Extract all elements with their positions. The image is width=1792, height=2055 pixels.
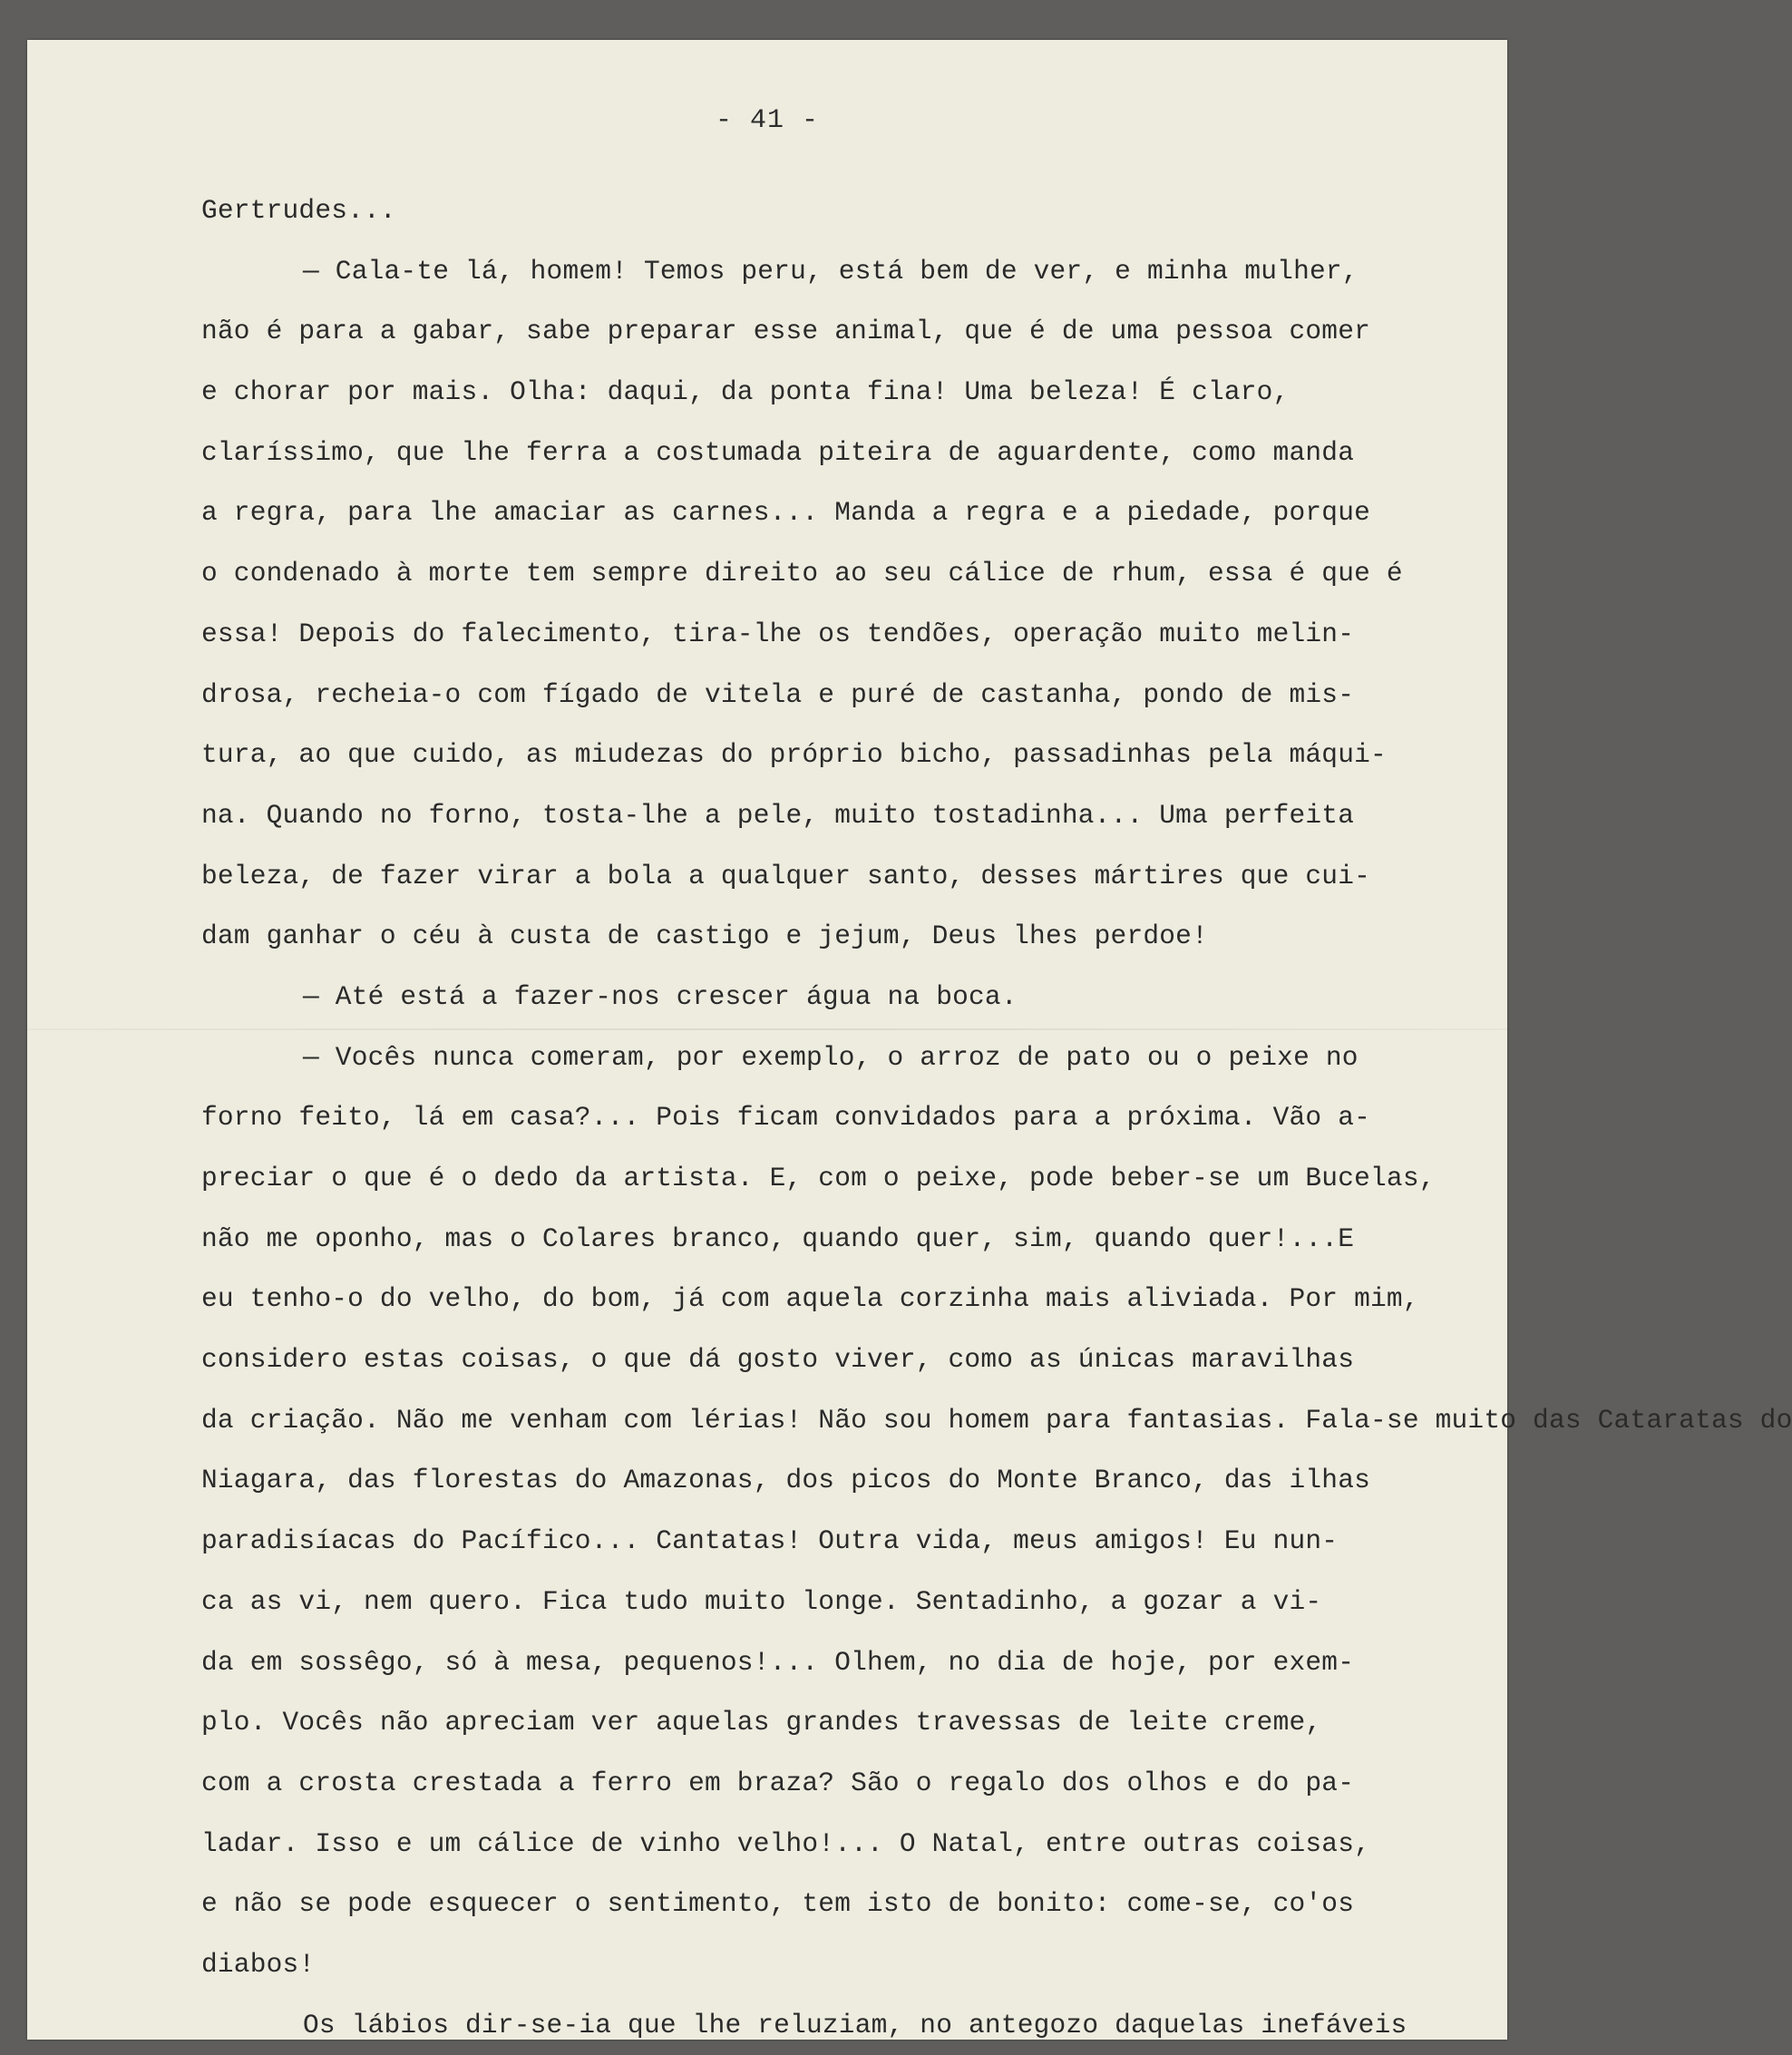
text-line: forno feito, lá em casa?... Pois ficam convidados para a próxima. Vão a- <box>201 1102 1371 1134</box>
text-line: — Até está a fazer-nos crescer água na boca. <box>303 980 1018 1012</box>
text-line: da em sossêgo, só à mesa, pequenos!... Olhem, no dia de hoje, por exem- <box>201 1646 1355 1678</box>
text-line: não me oponho, mas o Colares branco, quando quer, sim, quando quer!...E <box>201 1222 1355 1254</box>
text-line: dam ganhar o céu à custa de castigo e jejum, Deus lhes perdoe! <box>201 920 1208 952</box>
text-line: eu tenho-o do velho, do bom, já com aquela corzinha mais aliviada. Por mim, <box>201 1283 1419 1315</box>
text-line: paradisíacas do Pacífico... Cantatas! Outra vida, meus amigos! Eu nun- <box>201 1525 1339 1557</box>
text-line: — Cala-te lá, homem! Temos peru, está bem de ver, e minha mulher, <box>303 255 1359 287</box>
text-line: ca as vi, nem quero. Fica tudo muito longe. Sentadinho, a gozar a vi- <box>201 1585 1322 1617</box>
text-line: considero estas coisas, o que dá gosto viver, como as únicas maravilhas <box>201 1344 1355 1376</box>
body-text <box>201 180 1792 2055</box>
text-line: Gertrudes... <box>201 195 396 226</box>
text-line: da criação. Não me venham com lérias! Não sou homem para fantasias. Fala-se muito das Cataratas do <box>201 1404 1792 1436</box>
page-number: - 41 - <box>715 105 820 136</box>
text-line: Niagara, das florestas do Amazonas, dos picos do Monte Branco, das ilhas <box>201 1465 1371 1496</box>
text-line: na. Quando no forno, tosta-lhe a pele, muito tostadinha... Uma perfeita <box>201 799 1355 831</box>
text-line: Os lábios dir-se-ia que lhe reluziam, no antegozo daquelas inefáveis <box>303 2009 1407 2040</box>
text-line: a regra, para lhe amaciar as carnes... Manda a regra e a piedade, porque <box>201 497 1371 529</box>
text-line: beleza, de fazer virar a bola a qualquer santo, desses mártires que cui- <box>201 860 1371 891</box>
text-line: e chorar por mais. Olha: daqui, da ponta fina! Uma beleza! É claro, <box>201 376 1290 408</box>
text-line: plo. Vocês não apreciam ver aquelas grandes travessas de leite creme, <box>201 1707 1322 1738</box>
typescript-page <box>27 40 1792 2040</box>
text-line: preciar o que é o dedo da artista. E, com o peixe, pode beber-se um Bucelas, <box>201 1163 1436 1193</box>
text-line: com a crosta crestada a ferro em braza? São o regalo dos olhos e do pa- <box>201 1767 1355 1798</box>
text-line: diabos! <box>201 1948 316 1980</box>
text-line: o condenado à morte tem sempre direito ao seu cálice de rhum, essa é que é <box>201 558 1403 589</box>
text-line: claríssimo, que lhe ferra a costumada piteira de aguardente, como manda <box>201 436 1355 468</box>
text-line: ladar. Isso e um cálice de vinho velho!... O Natal, entre outras coisas, <box>201 1827 1371 1859</box>
text-line: tura, ao que cuido, as miudezas do próprio bicho, passadinhas pela máqui- <box>201 739 1387 771</box>
text-line: e não se pode esquecer o sentimento, tem isto de bonito: come-se, co'os <box>201 1888 1355 1920</box>
text-line: — Vocês nunca comeram, por exemplo, o arroz de pato ou o peixe no <box>303 1041 1359 1073</box>
text-line: essa! Depois do falecimento, tira-lhe os tendões, operação muito melin- <box>201 618 1355 649</box>
text-line: não é para a gabar, sabe preparar esse animal, que é de uma pessoa comer <box>201 316 1371 347</box>
text-line: drosa, recheia-o com fígado de vitela e puré de castanha, pondo de mis- <box>201 678 1355 710</box>
